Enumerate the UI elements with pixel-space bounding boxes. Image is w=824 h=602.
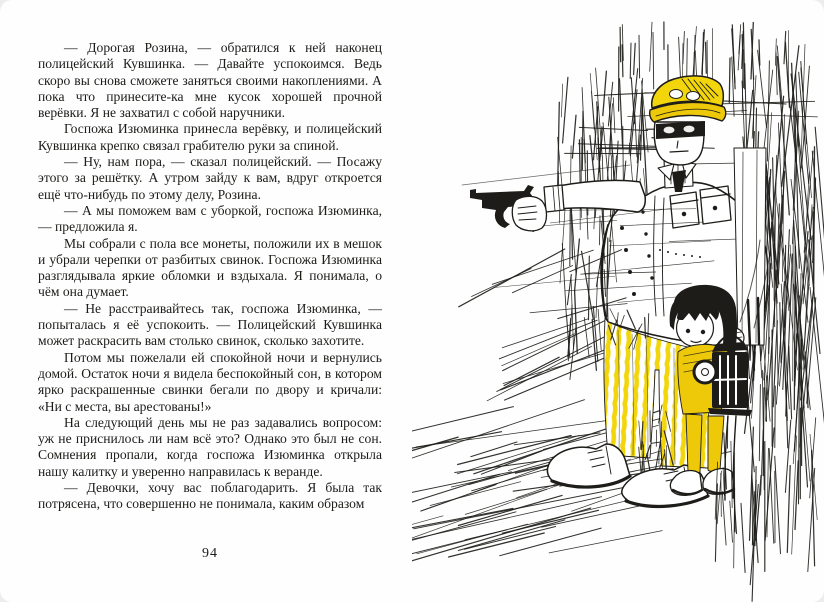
lantern-lens — [694, 361, 716, 383]
paragraph: — Ну, нам пора, — сказал полицейский. — Посажу этого за решётку. А утром зайду к вам, вдруг откроется ещё что-нибудь по этому делу, Розина. — [38, 154, 382, 202]
left-page-text-column — [38, 40, 382, 513]
paragraph: На следующий день мы не раз задавались вопросом: уж не приснилось ли нам всё это? Однако это был не сон. Сомнения пропали, когда госпожа Изюминка открыла нашу калитку и уверенно направилась к веранде. — [38, 414, 382, 479]
cap-vent-2 — [687, 92, 700, 101]
paragraph: — Дорогая Розина, — обратился к ней наконец полицейский Кувшинка. — Давайте успокоимся. Ведь скоро вы снова сможете заняться своими накоплениями. А пока что принесите-ка мне кусок хорошей прочной верёвки. Я не захватил с собой наручники. — [38, 40, 382, 121]
illustration-policeman-with-revolver-and-girl-with-lantern — [412, 0, 824, 602]
girl-leg-left — [686, 414, 702, 474]
lens-left — [664, 127, 675, 134]
paragraph: Госпожа Изюминка принесла верёвку, и полицейский Кувшинка крепко связал грабителю руки за спиной. — [38, 121, 382, 153]
paragraph: Потом мы пожелали ей спокойной ночи и вернулись домой. Остаток ночи я видела беспокойный сон, в котором ярко раскрашенные свинки бегали по двору и кричали: «Ни с места, вы арестованы!» — [38, 349, 382, 414]
paragraph: — Девочки, хочу вас поблагодарить. Я была так потрясена, что совершенно не понимала, каким образом — [38, 480, 382, 512]
paragraph: — Не расстраивайтесь так, госпожа Изюминка, — попыталась я её успокоить. — Полицейский Кувшинка может раскрасить вам столько свинок, сколько захотите. — [38, 300, 382, 349]
police-cap — [650, 76, 726, 122]
hand — [512, 196, 546, 230]
girl-eye-right — [701, 330, 705, 334]
wall-post — [734, 148, 766, 346]
lens-right — [684, 126, 695, 133]
paragraph: Мы собрали с пола все монеты, положили их в мешок и убрали черепки от разбитых свинок. Госпожа Изюминка разглядывала яркие обломки и вздыхала. Я понимала, о чём она думает. — [38, 235, 382, 300]
floor-near-hatch — [412, 432, 571, 551]
girl-eye-left — [686, 329, 690, 333]
page-number: 94 — [202, 546, 218, 561]
sunglasses-band — [656, 121, 705, 139]
girl-leg-right — [708, 416, 724, 472]
cap-vent-1 — [670, 90, 683, 99]
paragraph: — А мы поможем вам с уборкой, госпожа Изюминка, — предложила я. — [38, 202, 382, 235]
